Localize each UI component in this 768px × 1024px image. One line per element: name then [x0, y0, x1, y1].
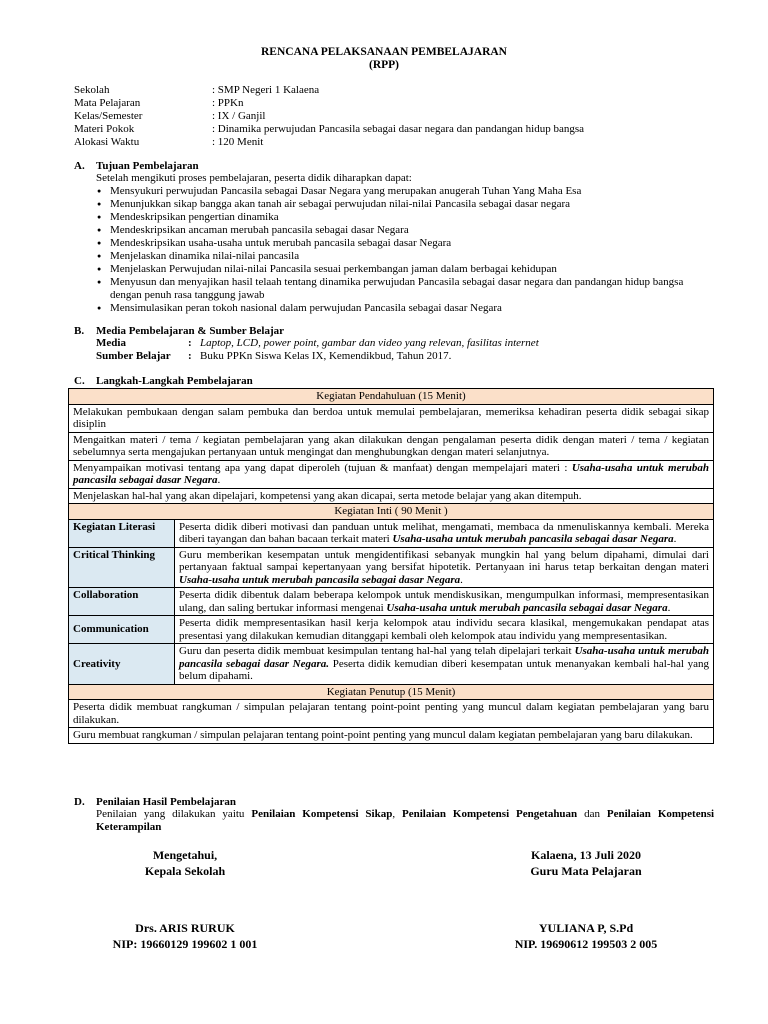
- cell-text: Peserta didik diberi motivasi dan panduan untuk melihat, mengamati, membaca da nmenuliskannya kembali. Mereka diberi tayangan dan bahan bacaan terkait materi: [179, 520, 709, 545]
- media-row: [96, 337, 714, 350]
- signature-right-line1: Kalaena, 13 Juli 2020: [530, 848, 641, 862]
- table-cell: Melakukan pembukaan dengan salam pembuka dan berdoa untuk memulai pembelajaran, memeriksa kehadiran peserta didik sebagai sikap disiplin: [69, 404, 714, 432]
- table-cell: [175, 519, 714, 547]
- section-title: Tujuan Pembelajaran: [96, 160, 199, 172]
- table-cell: [69, 460, 714, 488]
- cell-emphasis: Usaha-usaha untuk merubah pancasila sebagai dasar Negara: [73, 461, 709, 486]
- identity-label: Kelas/Semester: [74, 110, 143, 122]
- table-row: [69, 389, 714, 405]
- list-item: ● Mensyukuri perwujudan Pancasila sebagai Dasar Negara yang merupakan anugerah Tuhan Yang Maha Esa: [110, 185, 714, 198]
- assessment-and: dan: [584, 808, 600, 820]
- learning-steps-table: [68, 388, 714, 744]
- table-row: [69, 588, 714, 616]
- table-row: [69, 700, 714, 728]
- signature-right-name-block: [486, 920, 686, 952]
- cell-end: .: [460, 573, 463, 586]
- identity-label: Alokasi Waktu: [74, 136, 140, 148]
- intro-band: Kegiatan Pendahuluan (15 Menit): [69, 389, 714, 405]
- section-d-body: [96, 808, 714, 834]
- identity-value: : 120 Menit: [212, 136, 264, 148]
- cell-end: .: [217, 474, 221, 486]
- table-cell: Guru membuat rangkuman / simpulan pelajaran tentang point-point penting yang muncul dalam kegiatan pembelajaran yang baru dilakukan.: [69, 728, 714, 744]
- source-colon: :: [188, 350, 192, 362]
- closing-band: Kegiatan Penutup (15 Menit): [69, 684, 714, 700]
- table-cell: Peserta didik membuat rangkuman / simpulan pelajaran tentang point-point penting yang muncul dalam kegiatan pembelajaran yang baru dilakukan.: [69, 700, 714, 728]
- list-item: ● Menjelaskan Perwujudan nilai-nilai Pancasila sesuai perkembangan jaman dalam berbagai kehidupan: [110, 263, 714, 276]
- core-band: Kegiatan Inti ( 90 Menit ): [69, 504, 714, 520]
- table-cell: Peserta didik mempresentasikan hasil kerja kelompok atau individu secara klasikal, mengemukakan pendapat atas presentasi yang dilakukan kemudian ditanggapi kembali oleh kelompok atau individu yang mempresentasikan.: [175, 616, 714, 644]
- list-item: ● Menunjukkan sikap bangga akan tanah air sebagai perwujudan nilai-nilai Pancasila sebagai dasar negara: [110, 198, 714, 211]
- table-row: [69, 404, 714, 432]
- section-a-body: [96, 172, 714, 315]
- table-row: [69, 547, 714, 588]
- identity-value: : SMP Negeri 1 Kalaena: [212, 84, 320, 96]
- cell-emphasis: Usaha-usaha untuk merubah pancasila sebagai dasar Negara: [179, 573, 461, 586]
- cell-emphasis: Usaha-usaha untuk merubah pancasila sebagai dasar Negara: [392, 533, 674, 545]
- identity-value: : IX / Ganjil: [212, 110, 266, 122]
- identity-value: : Dinamika perwujudan Pancasila sebagai dasar negara dan pandangan hidup bangsa: [212, 123, 585, 135]
- cell-text: Menyampaikan motivasi tentang apa yang dapat diperoleh (tujuan & manfaat) dengan mempelajari materi :: [73, 461, 568, 474]
- identity-row: [74, 110, 714, 123]
- list-item: ● Mendeskripsikan ancaman merubah pancasila sebagai dasar Negara: [110, 224, 714, 237]
- source-value: Buku PPKn Siswa Kelas IX, Kemendikbud, Tahun 2017.: [200, 350, 452, 362]
- identity-block: [74, 84, 714, 149]
- table-row: [69, 432, 714, 460]
- signature-left: [85, 847, 285, 879]
- signature-left-nip: NIP: 19660129 199602 1 001: [112, 937, 258, 951]
- cell-end: .: [673, 533, 677, 545]
- list-item: ● Mendeskripsikan pengertian dinamika: [110, 211, 714, 224]
- signature-right: [486, 847, 686, 879]
- identity-row: [74, 84, 714, 97]
- media-colon: :: [188, 337, 192, 349]
- media-value: Laptop, LCD, power point, gambar dan video yang relevan, fasilitas internet: [200, 337, 539, 349]
- objective-list: [96, 185, 714, 315]
- identity-value: : PPKn: [212, 97, 244, 109]
- assessment-text: Penilaian yang dilakukan yaitu: [96, 808, 245, 820]
- list-item: ● Menjelaskan dinamika nilai-nilai pancasila: [110, 250, 714, 263]
- identity-label: Sekolah: [74, 84, 110, 96]
- table-cell: [175, 588, 714, 616]
- skill-label-critical: Critical Thinking: [69, 547, 175, 588]
- table-row: [69, 488, 714, 504]
- cell-emphasis: Usaha-usaha untuk merubah pancasila sebagai dasar Negara: [386, 601, 668, 614]
- signature-left-line2: Kepala Sekolah: [144, 864, 226, 878]
- section-b-body: [96, 337, 714, 363]
- cell-end: Peserta didik kemudian diberi kesempatan untuk menanyakan kembali hal-hal yang belum dipahami.: [179, 657, 710, 682]
- source-row: [96, 350, 714, 363]
- identity-row: [74, 97, 714, 110]
- assessment-separator: ,: [392, 808, 396, 820]
- identity-row: [74, 123, 714, 136]
- signature-left-name-block: [85, 920, 285, 952]
- skill-label-communication: Communication: [69, 616, 175, 644]
- source-label: Sumber Belajar: [96, 350, 171, 362]
- signature-right-nip: NIP. 19690612 199503 2 005: [514, 937, 658, 951]
- table-row: [69, 460, 714, 488]
- cell-end: .: [667, 601, 671, 614]
- identity-row: [74, 136, 714, 149]
- document-title: RENCANA PELAKSANAAN PEMBELAJARAN: [261, 46, 507, 58]
- section-intro: Setelah mengikuti proses pembelajaran, peserta didik diharapkan dapat:: [96, 172, 412, 184]
- media-label: Media: [96, 337, 126, 349]
- signature-left-line1: Mengetahui,: [152, 848, 218, 862]
- list-item: ● Menyusun dan menyajikan hasil telaah tentang dinamika perwujudan Pancasila sebagai dasar negara dan pandangan hidup bangsa dengan penuh rasa tanggung jawab: [110, 276, 714, 302]
- table-cell: Mengaitkan materi / tema / kegiatan pembelajaran yang akan dilakukan dengan pengalaman peserta didik dengan materi / tema / kegiatan sebelumnya serta mengajukan pertanyaan untuk mengingat dan menghubungkan dengan materi selanjutnya.: [69, 432, 714, 460]
- list-item: ● Mendeskripsikan usaha-usaha untuk merubah pancasila sebagai dasar Negara: [110, 237, 714, 250]
- document-subtitle: (RPP): [368, 59, 399, 71]
- signature-left-name: Drs. ARIS RURUK: [135, 921, 235, 935]
- identity-label: Materi Pokok: [74, 123, 135, 135]
- section-number: B.: [74, 325, 85, 337]
- skill-label-literasi: Kegiatan Literasi: [69, 519, 175, 547]
- assessment-attitude: Penilaian Kompetensi Sikap: [251, 808, 393, 820]
- table-row: [69, 504, 714, 520]
- cell-text: Guru memberikan kesempatan untuk mengidentifikasi sebanyak mungkin hal yang belum dipahami, dimulai dari pertanyaan faktual sampai kepertanyaan yang bersifat hipotetik. Pertanyaan ini harus tetap berkaitan dengan materi: [179, 548, 709, 573]
- table-row: [69, 616, 714, 644]
- signature-right-name: YULIANA P, S.Pd: [538, 921, 634, 935]
- skill-label-collaboration: Collaboration: [69, 588, 175, 616]
- assessment-knowledge: Penilaian Kompetensi Pengetahuan: [402, 808, 578, 820]
- section-number: C.: [74, 375, 85, 387]
- table-row: [69, 728, 714, 744]
- table-row: [69, 644, 714, 685]
- table-row: [69, 519, 714, 547]
- cell-emphasis: Usaha-usaha untuk merubah pancasila sebagai dasar Negara.: [179, 645, 710, 670]
- section-number: A.: [74, 160, 85, 172]
- section-c-heading: [74, 375, 253, 388]
- cell-text: Guru dan peserta didik membuat kesimpulan tentang hal-hal yang telah dipelajari terkait: [179, 645, 572, 657]
- identity-label: Mata Pelajaran: [74, 97, 141, 109]
- assessment-skill: Penilaian Kompetensi Keterampilan: [96, 808, 715, 833]
- table-cell: [175, 644, 714, 685]
- list-item: ● Mensimulasikan peran tokoh nasional dalam perwujudan Pancasila sebagai dasar Negara: [110, 302, 714, 315]
- section-title: Penilaian Hasil Pembelajaran: [96, 796, 236, 808]
- section-title: Media Pembelajaran & Sumber Belajar: [96, 325, 284, 337]
- table-row: [69, 684, 714, 700]
- table-cell: Menjelaskan hal-hal yang akan dipelajari, kompetensi yang akan dicapai, serta metode belajar yang akan ditempuh.: [69, 488, 714, 504]
- cell-text: Peserta didik dibentuk dalam beberapa kelompok untuk mendiskusikan, mengumpulkan informasi, mempresentasikan ulang, dan saling bertukar informasi mengenai: [179, 589, 709, 614]
- skill-label-creativity: Creativity: [69, 644, 175, 685]
- section-title: Langkah-Langkah Pembelajaran: [96, 375, 253, 387]
- table-cell: [175, 547, 714, 588]
- section-number: D.: [74, 796, 85, 808]
- signature-right-line2: Guru Mata Pelajaran: [530, 864, 642, 878]
